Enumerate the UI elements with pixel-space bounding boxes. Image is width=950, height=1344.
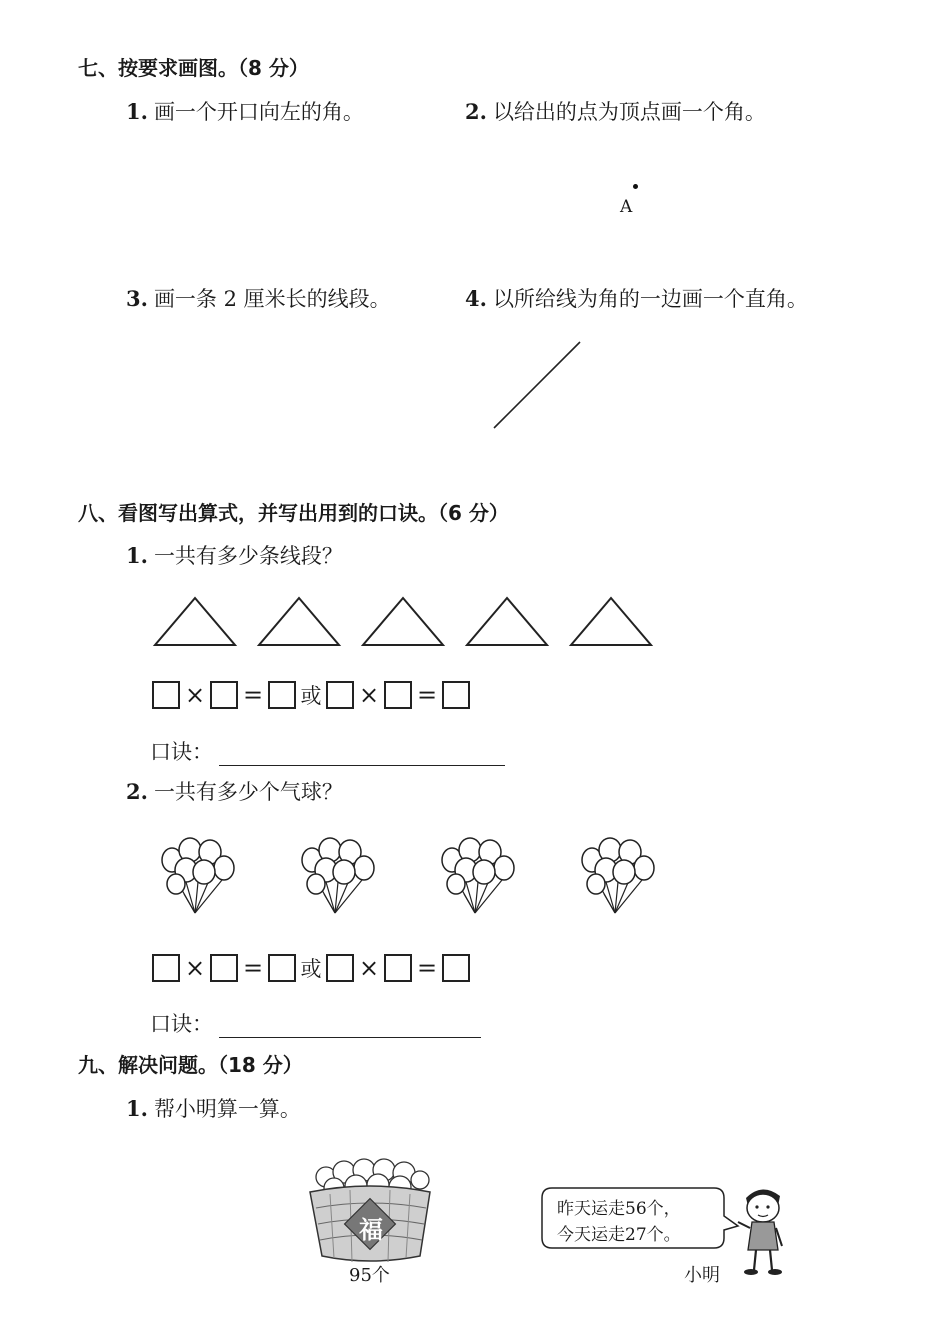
equals-sign: =: [416, 681, 438, 709]
times-sign: ×: [358, 954, 380, 982]
bubble-line-1: 昨天运走56个，: [557, 1199, 681, 1219]
child-name: 小明: [684, 1265, 720, 1286]
boy-illustration: [738, 1189, 782, 1275]
section-9-title: 九、解决问题。（18 分）: [78, 1053, 303, 1077]
question-number: 3.: [126, 286, 148, 311]
koujue-label: 口诀：: [150, 1012, 213, 1036]
section-7-title: 七、按要求画图。（8 分）: [78, 56, 309, 80]
or-text: 或: [300, 684, 322, 708]
question-number: 1.: [126, 543, 148, 568]
question-text: 一共有多少条线段？: [153, 544, 343, 568]
bubble-line-2: 今天运走27个。: [557, 1225, 681, 1245]
point-label: A: [620, 197, 633, 217]
koujue-label: 口诀：: [150, 740, 213, 764]
question-number: 2.: [465, 99, 487, 124]
times-sign: ×: [358, 681, 380, 709]
question-text: 一共有多少个气球？: [153, 780, 343, 804]
fu-character: 福: [359, 1215, 383, 1244]
or-text: 或: [300, 957, 322, 981]
basket-count: 95个: [349, 1265, 390, 1286]
times-sign: ×: [184, 681, 206, 709]
question-number: 4.: [465, 286, 487, 311]
question-number: 2.: [126, 779, 148, 804]
question-text: 画一个开口向左的角。: [153, 100, 364, 124]
equals-sign: =: [416, 954, 438, 982]
question-number: 1.: [126, 99, 148, 124]
question-text: 帮小明算一算。: [153, 1097, 301, 1121]
question-text: 画一条 2 厘米长的线段。: [153, 287, 391, 311]
question-text: 以给出的点为顶点画一个角。: [492, 100, 766, 124]
equals-sign: =: [242, 954, 264, 982]
question-text: 以所给线为角的一边画一个直角。: [492, 287, 808, 311]
question-number: 1.: [126, 1096, 148, 1121]
section-8-title: 八、看图写出算式，并写出用到的口诀。（6 分）: [78, 501, 509, 525]
equals-sign: =: [242, 681, 264, 709]
times-sign: ×: [184, 954, 206, 982]
